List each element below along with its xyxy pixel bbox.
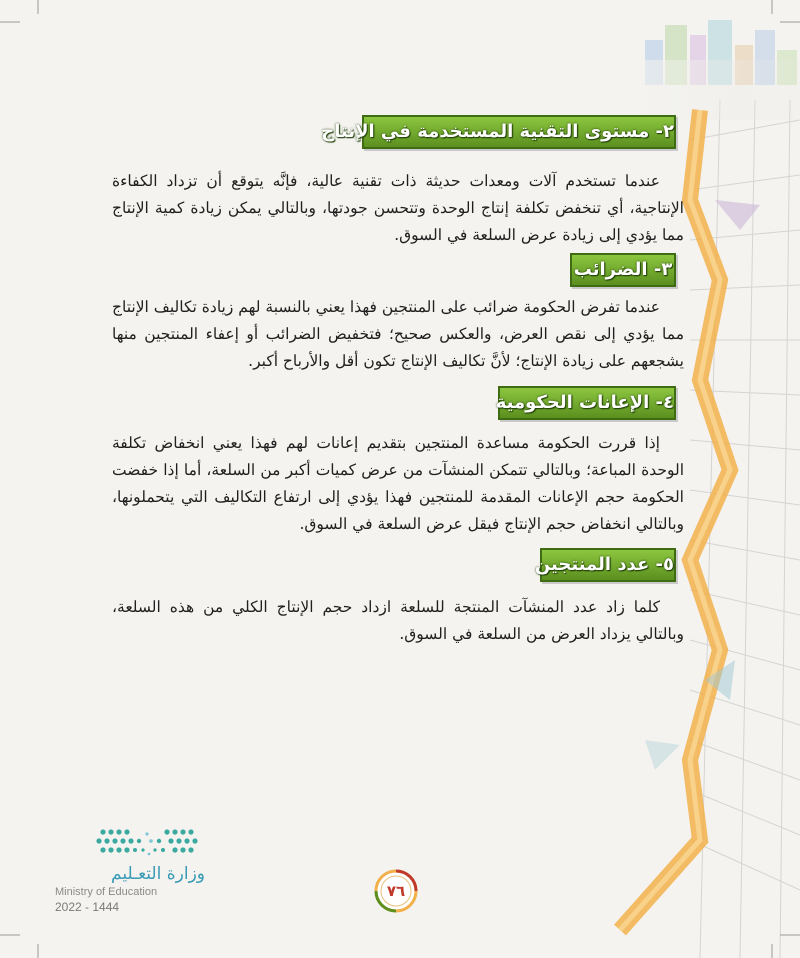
ministry-dots-icon bbox=[95, 824, 205, 860]
ministry-name-en: Ministry of Education bbox=[55, 886, 158, 898]
ministry-name-ar: وزارة التعـليم bbox=[111, 864, 205, 884]
section-paragraph-taxes: عندما تفرض الحكومة ضرائب على المنتجين فهذا يعني بالنسبة لهم زيادة تكاليف الإنتاج مما يؤدي إلى نقص العرض، والعكس صحيح؛ فتخفيض الضرائب أو إعفاء المنتجين منها يشجعهم على زيادة الإنتاج؛ لأنَّ تكاليف الإنتاج تكون أقل والأرباح أكبر. bbox=[112, 298, 684, 370]
section-paragraph-technology: عندما تستخدم آلات ومعدات حديثة ذات تقنية عالية، فإنَّه يتوقع أن تزداد الكفاءة الإنتاجية، أي تنخفض تكلفة إنتاج الوحدة وتتحسن جودتها، وبالتالي يمكن زيادة كمية الإنتاج مما يؤدي إلى زيادة عرض السلعة في السوق. bbox=[112, 172, 684, 244]
section-heading-producers: ٥- عدد المنتجين bbox=[540, 548, 676, 582]
page-number: ٧٦ bbox=[386, 882, 406, 900]
section-heading-technology: ٢- مستوى التقنية المستخدمة في الإنتاج bbox=[362, 115, 676, 149]
edition-year: 2022 - 1444 bbox=[55, 900, 120, 914]
section-heading-taxes: ٣- الضرائب bbox=[570, 253, 676, 287]
page-number-badge bbox=[373, 868, 419, 914]
section-heading-subsidies: ٤- الإعانات الحكومية bbox=[498, 386, 676, 420]
section-paragraph-producers: كلما زاد عدد المنشآت المنتجة للسلعة ازداد حجم الإنتاج الكلي من هذه السلعة، وبالتالي يزداد العرض من السلعة في السوق. bbox=[112, 598, 684, 643]
section-paragraph-subsidies: إذا قررت الحكومة مساعدة المنتجين بتقديم إعانات لهم فهذا يعني انخفاض تكلفة الوحدة المباعة؛ وبالتالي تتمكن المنشآت من عرض كميات أكبر من السلعة، أما إذا خفضت الحكومة حجم الإعانات المقدمة للمنتجين فهذا يؤدي إلى ارتفاع التكاليف التي يتحملونها، وبالتالي انخفاض حجم الإنتاج فيقل عرض السلعة في السوق. bbox=[112, 434, 684, 533]
